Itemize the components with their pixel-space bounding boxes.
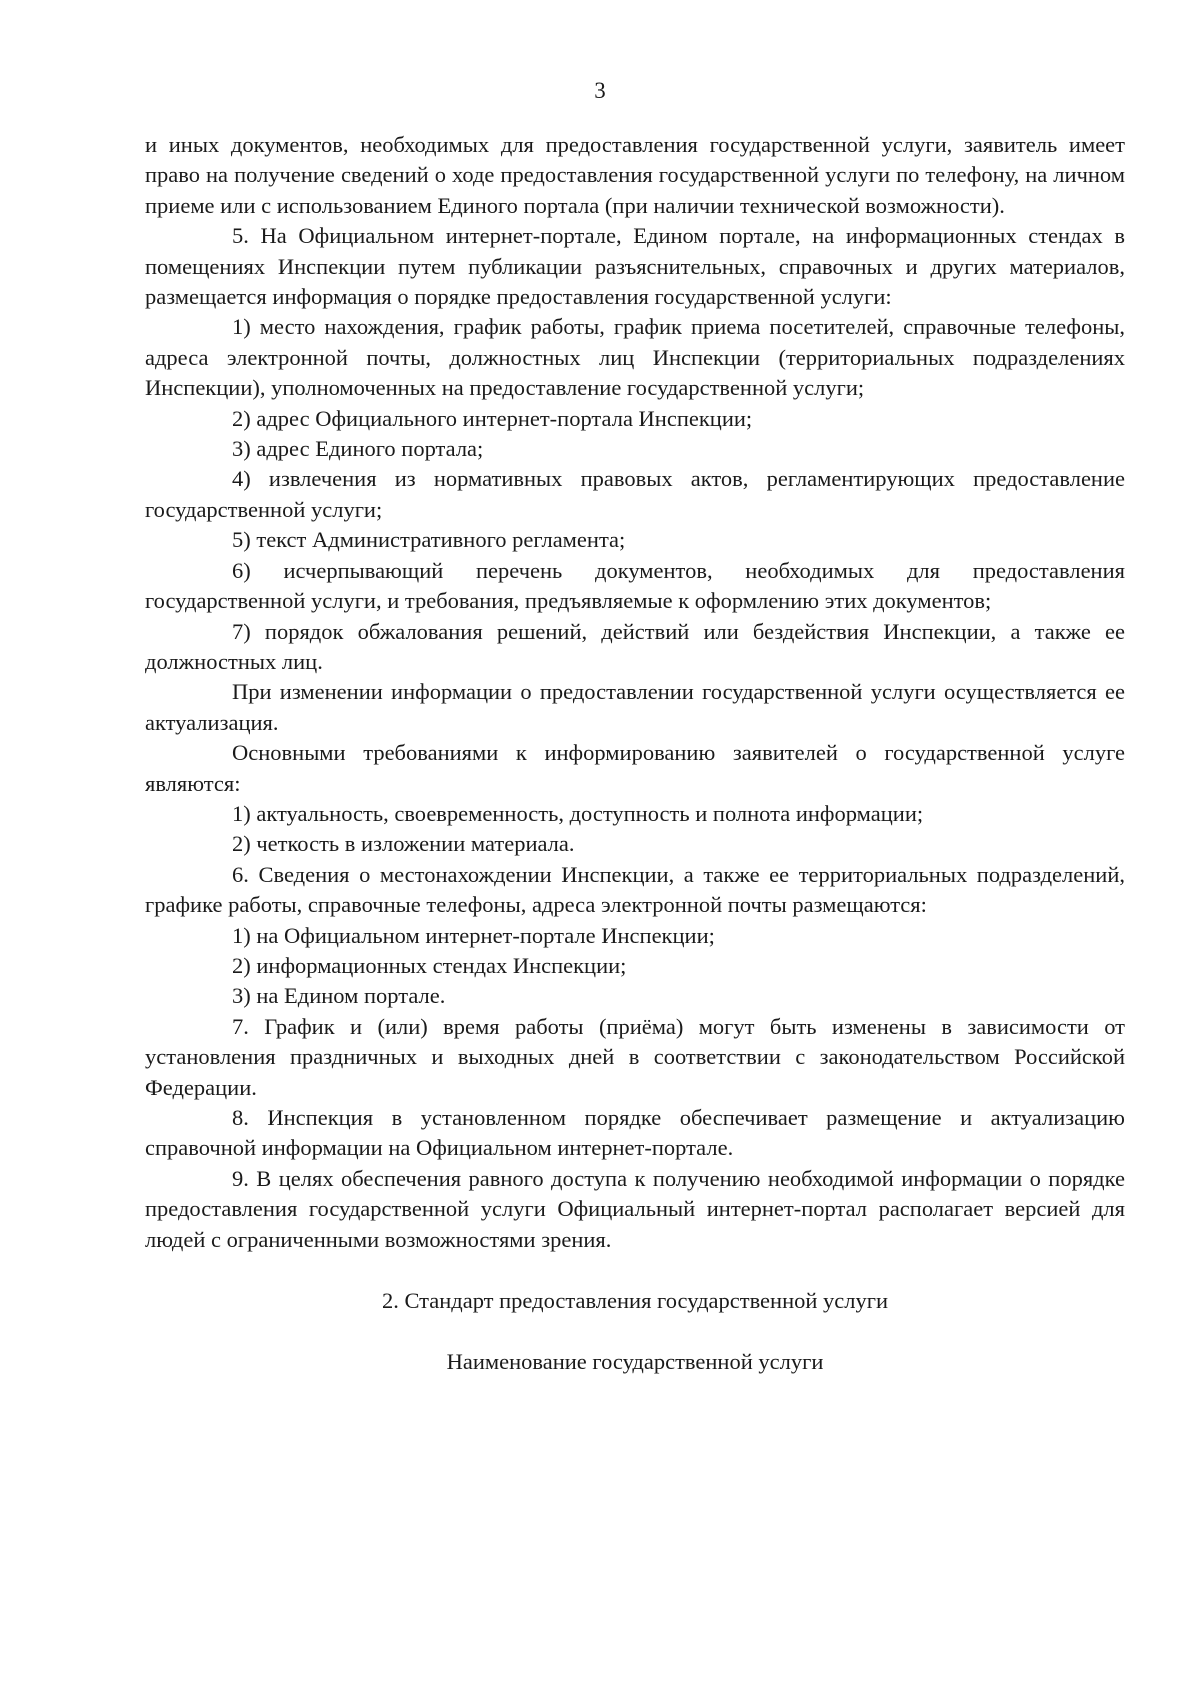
paragraph: 8. Инспекция в установленном порядке обеспечивает размещение и актуализацию справочной информации на Официальном интернет-портале.: [145, 1105, 1125, 1161]
paragraph: При изменении информации о предоставлении государственной услуги осуществляется ее актуализация.: [145, 679, 1125, 735]
page-number: 3: [594, 78, 606, 103]
paragraph: 7. График и (или) время работы (приёма) могут быть изменены в зависимости от установления праздничных и выходных дней в соответствии с законодательством Российской Федерации.: [145, 1013, 1125, 1100]
list-item: 2) четкость в изложении материала.: [232, 831, 575, 857]
sub-heading: Наименование государственной услуги: [446, 1349, 824, 1375]
list-item: 3) адрес Единого портала;: [232, 436, 484, 462]
paragraph: Основными требованиями к информированию заявителей о государственной услуге являются:: [145, 740, 1125, 796]
paragraph: и иных документов, необходимых для предоставления государственной услуги, заявитель имеет право на получение сведений о ходе предоставления государственной услуги по телефону, на личном приеме или с использованием Единого портала (при наличии технической возможности).: [145, 132, 1125, 218]
list-item: 2) информационных стендах Инспекции;: [232, 952, 627, 978]
list-item: 3) на Едином портале.: [232, 983, 446, 1009]
list-item: 5) текст Административного регламента;: [232, 527, 626, 553]
paragraph: 6. Сведения о местонахождении Инспекции, а также ее территориальных подразделений, графике работы, справочные телефоны, адреса электронной почты размещаются:: [145, 861, 1125, 918]
list-item: 2) адрес Официального интернет-портала Инспекции;: [232, 405, 753, 431]
list-item: 4) извлечения из нормативных правовых актов, регламентирующих предоставление государственной услуги;: [145, 466, 1125, 522]
paragraph: 5. На Официальном интернет-портале, Едином портале, на информационных стендах в помещениях Инспекции путем публикации разъяснительных, справочных и других материалов, размещается информация о порядке предоставления государственной услуги:: [145, 223, 1125, 310]
list-item: 7) порядок обжалования решений, действий или бездействия Инспекции, а также ее должностных лиц.: [145, 618, 1125, 674]
list-item: 6) исчерпывающий перечень документов, необходимых для предоставления государственной услуги, и требования, предъявляемые к оформлению этих документов;: [145, 557, 1125, 614]
list-item: 1) на Официальном интернет-портале Инспекции;: [232, 922, 715, 948]
list-item: 1) место нахождения, график работы, график приема посетителей, справочные телефоны, адреса электронной почты, должностных лиц Инспекции (территориальных подразделениях Инспекции), уполномоченных на предоставление государственной услуги;: [145, 314, 1125, 401]
list-item: 1) актуальность, своевременность, доступность и полнота информации;: [232, 800, 924, 826]
section-heading: 2. Стандарт предоставления государственной услуги: [381, 1288, 889, 1314]
document-body: [145, 130, 1125, 1378]
paragraph: 9. В целях обеспечения равного доступа к получению необходимой информации о порядке предоставления государственной услуги Официальный интернет-портал располагает версией для людей с ограниченными возможностями зрения.: [145, 1165, 1125, 1252]
